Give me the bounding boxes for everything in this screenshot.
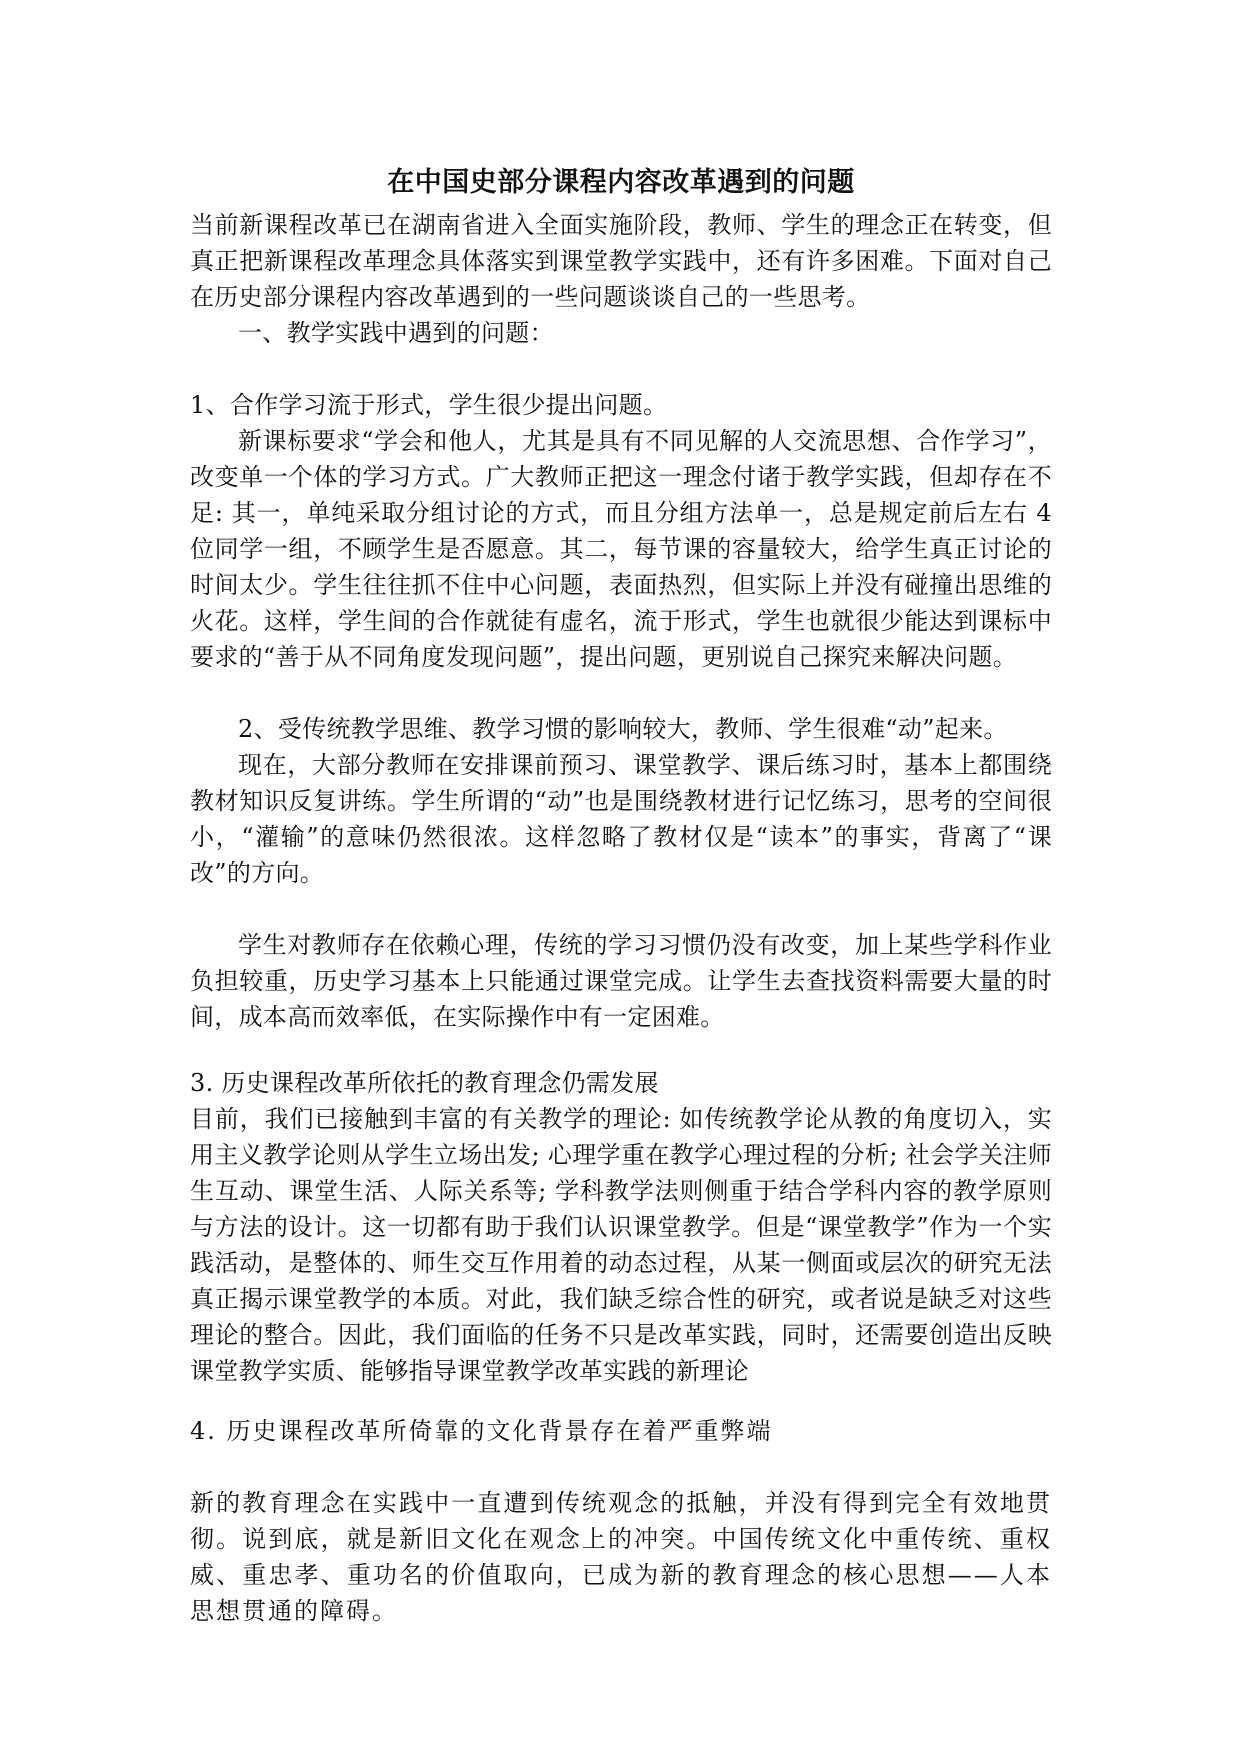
page-title: 在中国史部分课程内容改革遇到的问题 <box>387 167 855 198</box>
item-4-body: 新的教育理念在实践中一直遭到传统观念的抵触，并没有得到完全有效地贯彻。说到底，就是新旧文化在观念上的冲突。中国传统文化中重传统、重权威、重忠孝、重功名的价值取向，已成为新的教育理念的核心思想——人本思想贯通的障碍。 <box>190 1489 1052 1625</box>
item-3-heading: 3. 历史课程改革所依托的教育理念仍需发展 <box>190 1069 659 1097</box>
intro-paragraph: 当前新课程改革已在湖南省进入全面实施阶段，教师、学生的理念正在转变，但真正把新课程改革理念具体落实到课堂教学实践中，还有许多困难。下面对自己在历史部分课程内容改革遇到的一些问题谈谈自己的一些思考。 <box>190 211 1052 311</box>
section-heading: 一、教学实践中遇到的问题： <box>238 319 554 347</box>
item-4-heading: 4. 历史课程改革所倚靠的文化背景存在着严重弊端 <box>190 1417 773 1445</box>
item-2-body: 现在，大部分教师在安排课前预习、课堂教学、课后练习时，基本上都围绕教材知识反复讲练。学生所谓的“动”也是围绕教材进行记忆练习，思考的空间很小，“灌输”的意味仍然很浓。这样忽略了教材仅是“读本”的事实，背离了“课改”的方向。 <box>190 751 1052 887</box>
item-1-heading: 1、合作学习流于形式，学生很少提出问题。 <box>190 391 668 419</box>
item-2-heading: 2、受传统教学思维、教学习惯的影响较大，教师、学生很难“动”起来。 <box>238 715 1008 743</box>
document-page <box>190 165 1052 1629</box>
item-1-body: 新课标要求“学会和他人，尤其是具有不同见解的人交流思想、合作学习”，改变单一个体的学习方式。广大教师正把这一理念付诸于教学实践，但却存在不足: 其一，单纯采取分组讨论的方式，而且分组方法单一，总是规定前后左右 4 位同学一组，不顾学生是否愿意。其二，每节课的容量较大，给学生真正讨论的时间太少。学生往往抓不住中心问题，表面热烈，但实际上并没有碰撞出思维的火花。这样，学生间的合作就徒有虚名，流于形式，学生也就很少能达到课标中要求的“善于从不同角度发现问题”，提出问题，更别说自己探究来解决问题。 <box>190 427 1052 671</box>
item-3-body: 目前，我们已接触到丰富的有关教学的理论: 如传统教学论从教的角度切入，实用主义教学论则从学生立场出发; 心理学重在教学心理过程的分析; 社会学关注师生互动、课堂生活、人际关系等; 学科教学法则侧重于结合学科内容的教学原则与方法的设计。这一切都有助于我们认识课堂教学。但是“课堂教学”作为一个实践活动，是整体的、师生交互作用着的动态过程，从某一侧面或层次的研究无法真正揭示课堂教学的本质。对此，我们缺乏综合性的研究，或者说是缺乏对这些理论的整合。因此，我们面临的任务不只是改革实践，同时，还需要创造出反映课堂教学实质、能够指导课堂教学改革实践的新理论 <box>190 1105 1052 1385</box>
item-2-body-continued: 学生对教师存在依赖心理，传统的学习习惯仍没有改变，加上某些学科作业负担较重，历史学习基本上只能通过课堂完成。让学生去查找资料需要大量的时间，成本高而效率低，在实际操作中有一定困难。 <box>190 931 1052 1031</box>
